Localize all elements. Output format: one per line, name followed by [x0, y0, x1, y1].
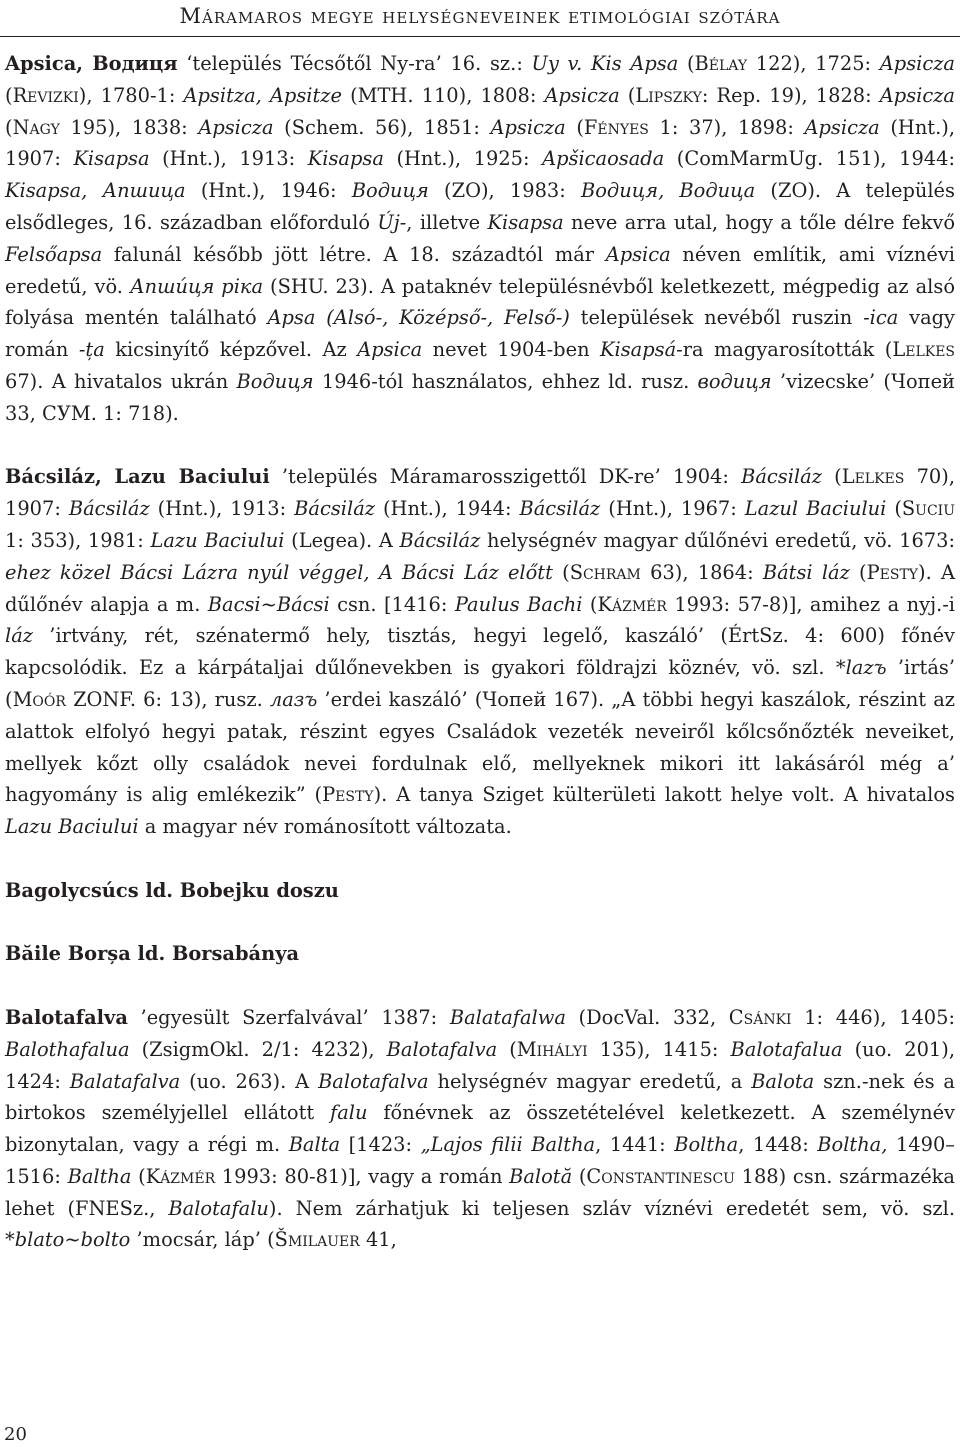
- italic-form: Apsicza: [804, 115, 880, 139]
- entry-text: (ZO). A település elsődleges, 16. században előforduló: [5, 179, 955, 234]
- italic-form: Bácsiláz: [741, 465, 822, 489]
- headword: Balotafalva: [5, 1005, 128, 1029]
- italic-form: лазъ: [269, 687, 318, 711]
- italic-form: Apsica: [357, 338, 423, 362]
- entry-text: ’irtvány, rét, szénatermő hely, tisztás, hegyi legelő, kaszáló’ (ÉrtSz. 4: 600) főnév kapcsolódik. Ez a kárpátaljai dűlőnevekben is gyakori földrajzi köznév, vö. szl. *: [5, 624, 955, 680]
- entry-text: (: [849, 560, 867, 584]
- source-author: Lipszky: [635, 83, 702, 107]
- entry-text: (: [5, 115, 13, 139]
- italic-form: Kisapsa, Апшица: [5, 179, 186, 203]
- source-author: Kázmér: [597, 592, 667, 616]
- entry-text: 67). A hivatalos ukrán: [5, 369, 237, 393]
- entry-text: (ZsigmOkl. 2/1: 4232),: [129, 1037, 387, 1061]
- italic-form: Апшúця ріка: [129, 274, 264, 298]
- italic-form: Lazu Baciului: [5, 815, 139, 839]
- entry-text: (Hnt.), 1907:: [5, 115, 955, 171]
- entry-text: (ComMarmUg. 151), 1944:: [664, 147, 955, 171]
- entry-balotafalva: [5, 1002, 955, 1256]
- source-author: Mihályi: [516, 1037, 588, 1061]
- entry-text: 63), 1864:: [640, 560, 763, 584]
- italic-form: Водиця, Водица: [581, 179, 756, 203]
- entry-text: települések nevéből ruszin: [569, 306, 864, 330]
- entry-text: néven említik, ami víznévi eredetű, vö.: [5, 242, 955, 298]
- entry-text: , 1448:: [738, 1133, 818, 1157]
- entry-gap: [5, 430, 955, 462]
- entry-text: [1423:: [340, 1133, 421, 1157]
- entry-text: ZONF. 6: 13), rusz.: [65, 687, 270, 711]
- entry-text: , 1441:: [595, 1133, 675, 1157]
- entry-text: 122), 1725:: [747, 52, 880, 75]
- entry-text: ). Nem zárhatjuk ki teljesen szláv víznévi eredetét sem, vö. szl. *: [5, 1196, 955, 1252]
- entry-apsica: [5, 48, 955, 430]
- entry-gap: [5, 907, 955, 939]
- source-author: Fényes: [583, 115, 649, 139]
- headword: Bácsiláz, Lazu Baciului: [5, 465, 270, 489]
- entry-text: 1490–1516:: [5, 1133, 955, 1188]
- entry-text: kicsinyítő képzővel. Az: [104, 338, 358, 362]
- entry-text: 1: 446), 1405:: [791, 1005, 956, 1029]
- headword: Bagolycsúcs ld. Bobejku doszu: [5, 878, 339, 902]
- entry-text: vagy román: [5, 306, 956, 362]
- italic-form: Balta: [288, 1133, 341, 1157]
- entry-text: nevet 1904-ben: [422, 338, 601, 362]
- italic-form: Bátsi láz: [762, 560, 850, 584]
- entry-text: ’település Máramarosszigettől DK-re’ 1904:: [269, 465, 742, 489]
- entry-text: (Hnt.), 1913:: [149, 147, 308, 171]
- entry-text: , illetve: [406, 210, 488, 234]
- italic-form: Apsica: [605, 242, 671, 266]
- italic-form: „Lajos filii Baltha: [420, 1133, 596, 1157]
- entry-text: 41,: [359, 1228, 397, 1252]
- headword: Băile Borșa ld. Borsabánya: [5, 942, 300, 966]
- entry-text: 1: 353), 1981:: [5, 528, 151, 552]
- italic-form: Apsa (Alsó-, Középső-, Felső-): [267, 306, 570, 330]
- italic-form: Balotafalua: [730, 1037, 843, 1061]
- source-author: Suciu: [901, 497, 956, 521]
- italic-form: Kisapsá: [600, 338, 677, 362]
- source-author: Pesty: [322, 783, 374, 807]
- entry-text: (: [5, 83, 13, 107]
- entry-text: neve arra utal, hogy a tőle délre fekvő: [563, 210, 956, 234]
- entry-text: (Hnt.), 1913:: [149, 497, 295, 521]
- entry-text: 70), 1907:: [5, 465, 955, 521]
- entry-text: (Hnt.), 1944:: [374, 497, 520, 521]
- italic-form: Bácsiláz: [294, 497, 375, 521]
- entry-text: ’erdei kaszáló’ (Чопей 167). „A többi hegyi kaszálok, részint az alattok elfolyó hegyi patak, részint egyes Családok vezeték neveiről kőlcsőnőzték neveiket, mellyek kőzt olly családok nevei fordulnak elő, mellyeknek mikori itt lakásáról még a’ hagyomány is alig emlékezik” (: [5, 687, 955, 807]
- italic-form: Új-: [377, 210, 407, 234]
- entry-text: főnévnek az összetételével keletkezett. A személynév bizonytalan, vagy a régi m.: [5, 1101, 955, 1157]
- running-head: Máramaros megye helységneveinek etimológiai szótára: [179, 4, 781, 28]
- italic-form: Balotafalva: [318, 1069, 429, 1093]
- headword: Apsica, Водиця: [5, 52, 178, 75]
- entry-text: ’mocsár, láp’ (: [130, 1228, 275, 1252]
- italic-form: Bácsiláz: [399, 528, 481, 552]
- entry-text: (Hnt.), 1967:: [600, 497, 745, 521]
- source-author: Moór: [12, 687, 66, 711]
- entry-text: 1993: 80-81)], vagy a román: [215, 1164, 510, 1188]
- entry-baile-borsa: [5, 938, 955, 970]
- entry-text: (: [886, 497, 902, 521]
- italic-form: Apsitza, Apsitze: [183, 83, 342, 107]
- entry-gap: [5, 843, 955, 875]
- entry-text: (Hnt.), 1925:: [383, 147, 543, 171]
- source-author: Šmilauer: [274, 1228, 360, 1252]
- italic-form: Balotafalva: [386, 1037, 498, 1061]
- entry-text: (Legea). A: [284, 528, 400, 552]
- italic-form: -ța: [78, 338, 105, 362]
- source-author: Nagy: [12, 115, 60, 139]
- italic-form: Apsicza: [198, 115, 274, 139]
- entry-text: (Schem. 56), 1851:: [273, 115, 491, 139]
- italic-form: водиця: [697, 369, 772, 393]
- italic-form: láz: [5, 624, 33, 648]
- italic-form: Bacsi~Bácsi: [207, 592, 330, 616]
- entry-text: 1946-tól használatos, ehhez ld. rusz.: [313, 369, 698, 393]
- entry-text: (MTH. 110), 1808:: [341, 83, 545, 107]
- italic-form: Baltha: [67, 1164, 132, 1188]
- entry-text: ). A tanya Sziget külterületi lakott helye volt. A hivatalos: [373, 783, 955, 807]
- italic-form: Apsicza: [490, 115, 566, 139]
- entry-text: (: [497, 1037, 517, 1061]
- italic-form: Водиця: [351, 179, 429, 203]
- source-author: Schram: [569, 560, 641, 584]
- italic-form: Boltha: [674, 1133, 739, 1157]
- italic-form: Apšicaosada: [542, 147, 665, 171]
- italic-form: falu: [330, 1101, 368, 1125]
- source-author: Constantinescu: [586, 1164, 735, 1188]
- entry-text: 1: 37), 1898:: [648, 115, 805, 139]
- entry-text: helységnév magyar dűlőnévi eredetű, vö. 1673:: [480, 528, 955, 552]
- italic-form: Kisapsa: [487, 210, 564, 234]
- italic-form: Kisapsa: [73, 147, 150, 171]
- italic-form: blato~bolto: [14, 1228, 131, 1252]
- entry-text: ). A dűlőnév alapja a m.: [5, 560, 955, 616]
- entry-text: (DocVal. 332,: [565, 1005, 729, 1029]
- entry-text: 188) csn. származéka lehet (FNESz.,: [5, 1164, 955, 1220]
- entry-text: 135), 1415:: [587, 1037, 731, 1061]
- entry-text: (Hnt.), 1946:: [185, 179, 352, 203]
- italic-form: Apsicza: [879, 83, 955, 107]
- source-author: Csánki: [728, 1005, 792, 1029]
- entry-text: (: [565, 115, 584, 139]
- source-author: Lelkes: [892, 338, 956, 362]
- italic-form: Bácsiláz: [68, 497, 150, 521]
- entry-bagolycsucs: [5, 875, 955, 907]
- entry-text: csn. [1416:: [329, 592, 455, 616]
- entry-text: (ZO), 1983:: [428, 179, 581, 203]
- source-author: Pesty: [866, 560, 919, 584]
- entry-text: a magyar név románosított változata.: [138, 815, 512, 839]
- entry-text: (: [552, 560, 570, 584]
- entry-text: (SHU. 23). A pataknév településnévből keletkezett, mégpedig az alsó folyása mentén található: [5, 274, 955, 330]
- italic-form: Lazu Baciului: [150, 528, 285, 552]
- entry-text: (: [582, 592, 598, 616]
- entry-text: (uo. 263). A: [180, 1069, 319, 1093]
- entry-text: ‘település Técsőtől Ny-ra’ 16. sz.:: [177, 52, 532, 75]
- page-body: [5, 48, 955, 1256]
- italic-form: Водиця: [236, 369, 314, 393]
- source-author: Revizki: [12, 83, 79, 107]
- italic-form: Kisapsa: [307, 147, 384, 171]
- italic-form: Balotă: [509, 1164, 573, 1188]
- entry-gap: [5, 970, 955, 1002]
- italic-form: Uy v. Kis Apsa: [531, 52, 679, 75]
- italic-form: -ica: [863, 306, 899, 330]
- italic-form: Bácsiláz: [519, 497, 601, 521]
- entry-text: -ra magyarosították (: [676, 338, 893, 362]
- italic-form: Balotafalu: [168, 1196, 269, 1220]
- italic-form: lazъ: [845, 656, 887, 680]
- italic-form: Paulus Bachi: [454, 592, 583, 616]
- entry-text: (: [619, 83, 636, 107]
- entry-text: (uo. 201), 1424:: [5, 1037, 955, 1093]
- page-number: 20: [4, 1424, 27, 1445]
- italic-form: Lazul Baciului: [744, 497, 887, 521]
- entry-text: szn.-nek és a birtokos személyjellel ellátott: [5, 1069, 955, 1125]
- entry-text: ’egyesült Szerfalvával’ 1387:: [127, 1005, 450, 1029]
- header-rule: [0, 36, 960, 37]
- italic-form: Boltha,: [817, 1133, 888, 1157]
- entry-text: 1993: 57-8)], amihez a nyj.-i: [666, 592, 956, 616]
- italic-form: Balota: [751, 1069, 815, 1093]
- italic-form: Balatafalwa: [449, 1005, 566, 1029]
- entry-text: (: [821, 465, 842, 489]
- italic-form: Apsicza: [544, 83, 620, 107]
- entry-text: (: [131, 1164, 146, 1188]
- entry-text: (: [678, 52, 695, 75]
- entry-text: falunál később jött létre. A 18. századtól már: [102, 242, 606, 266]
- source-author: Bélay: [694, 52, 748, 75]
- italic-form: Balothafalua: [5, 1037, 130, 1061]
- entry-text: ), 1780-1:: [78, 83, 184, 107]
- italic-form: Felsőapsa: [5, 242, 103, 266]
- entry-text: (: [572, 1164, 587, 1188]
- source-author: Kázmér: [145, 1164, 216, 1188]
- entry-text: : Rep. 19), 1828:: [701, 83, 880, 107]
- entry-text: ’vizecske’ (Чопей 33, СУМ. 1: 718).: [5, 369, 955, 425]
- italic-form: Apsicza: [879, 52, 955, 75]
- entry-bacsilaz: [5, 461, 955, 843]
- source-author: Lelkes: [841, 465, 905, 489]
- entry-text: helységnév magyar eredetű, a: [428, 1069, 752, 1093]
- italic-form: ehez közel Bácsi Lázra nyúl véggel, A Bácsi Láz előtt: [5, 560, 553, 584]
- entry-text: 195), 1838:: [59, 115, 199, 139]
- entry-text: ’irtás’ (: [5, 656, 955, 711]
- italic-form: Balatafalva: [69, 1069, 181, 1093]
